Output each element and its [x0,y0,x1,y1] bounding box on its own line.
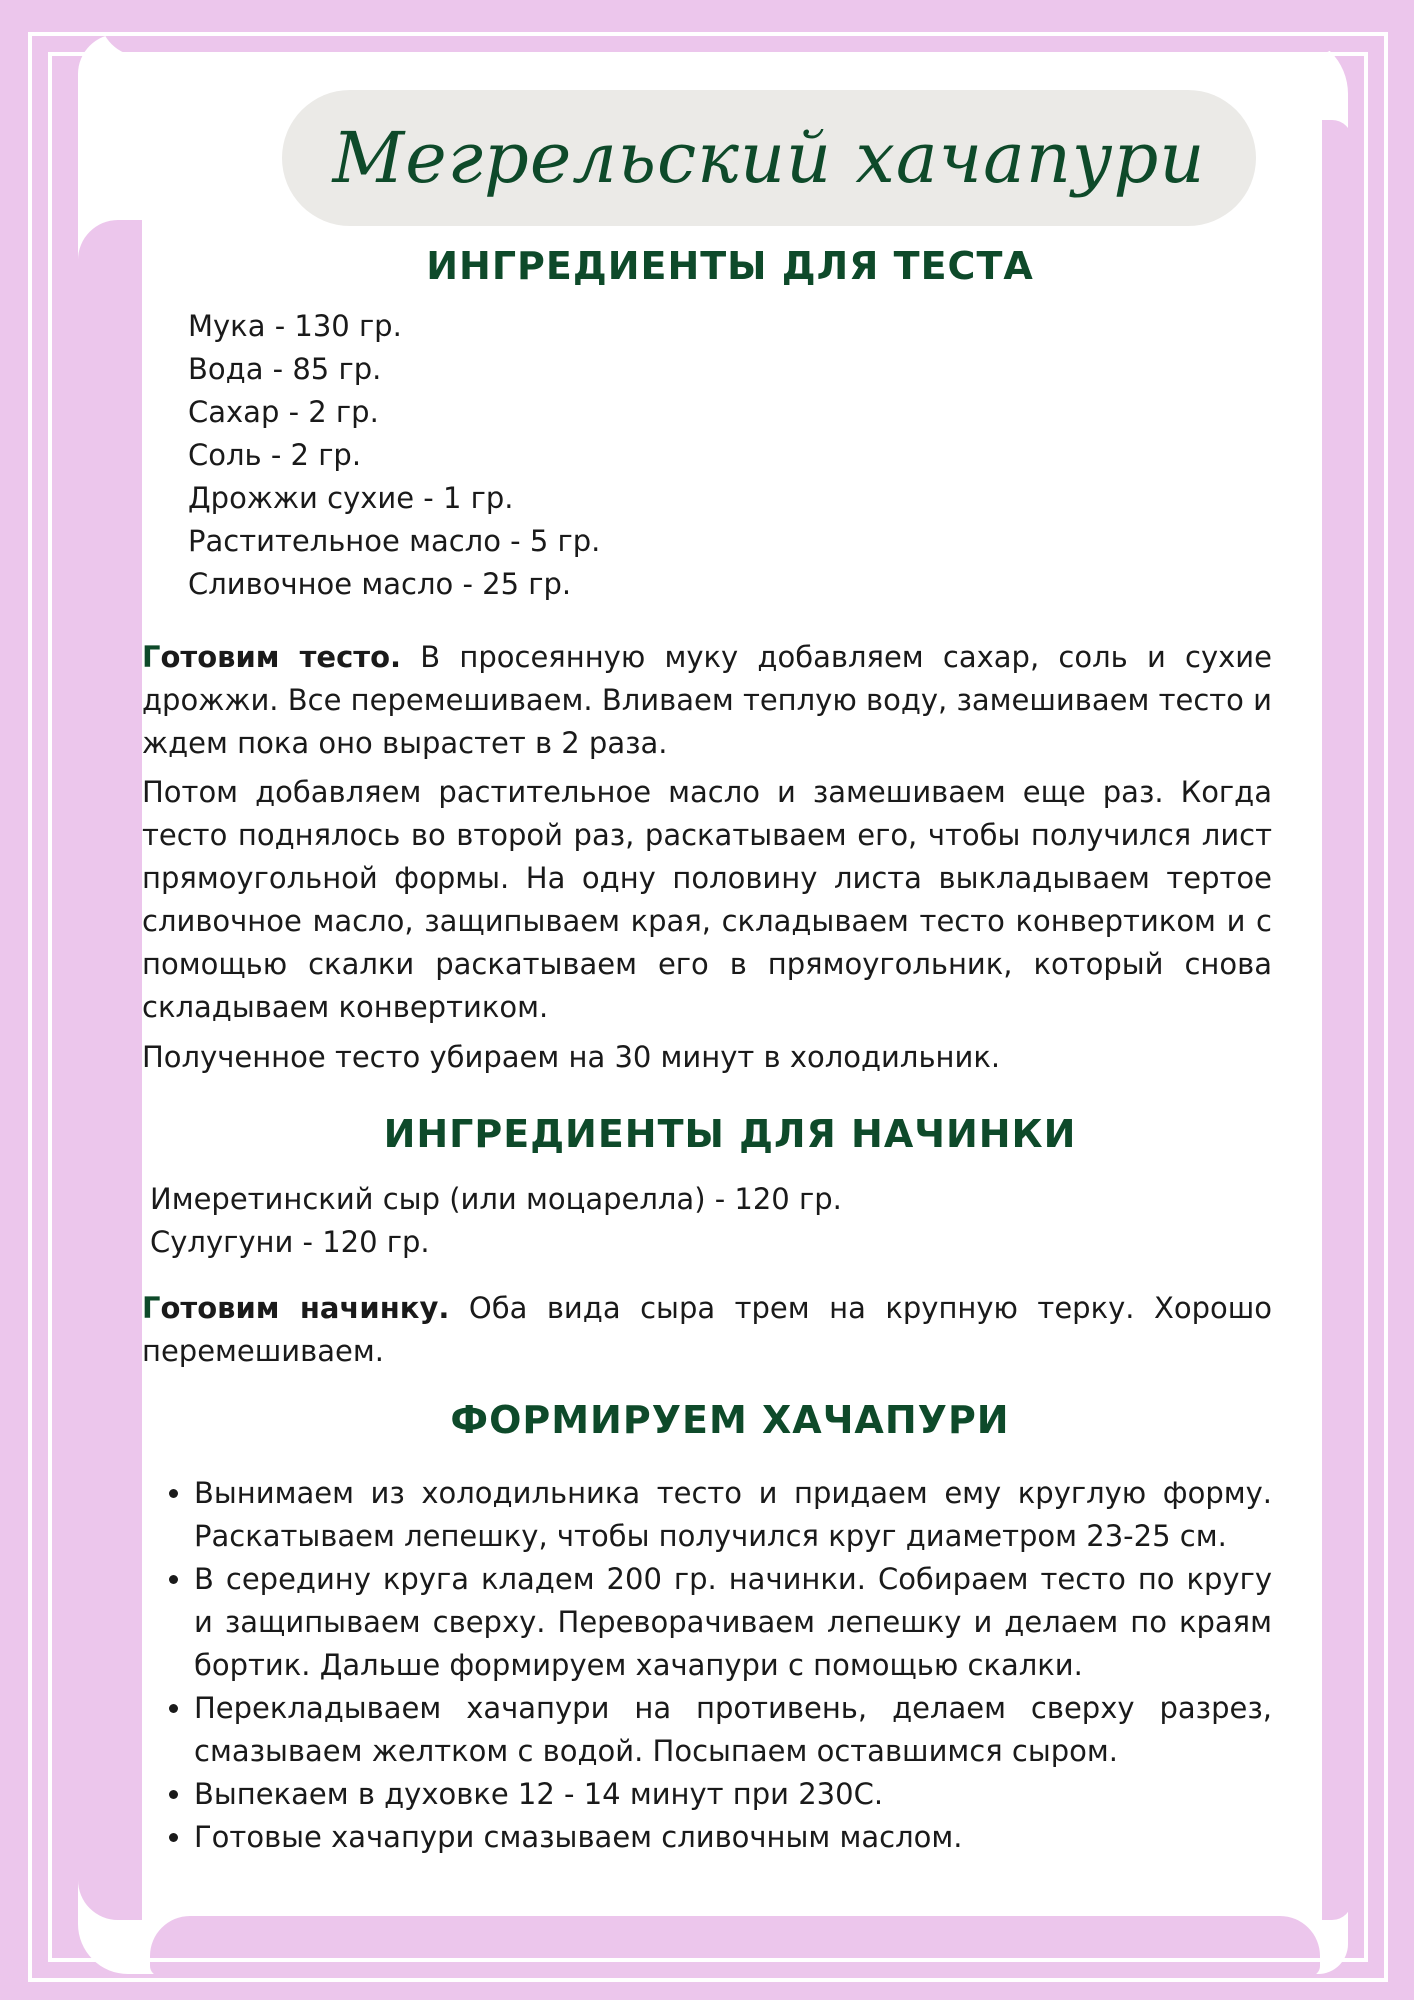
list-item: Сливочное масло - 25 гр. [188,567,572,601]
decor-top-band [100,0,1350,56]
decor-bottom-band [150,1916,1320,1976]
dough-paragraph-1 [142,636,1272,765]
list-item: • Выпекаем в духовке 12 - 14 минут при 230С. [194,1773,1272,1816]
forming-heading: ФОРМИРУЕМ ХАЧАПУРИ [450,1398,1010,1442]
dough-text: В просеянную муку добавляем сахар, соль и сухие дрожжи. Все перемешиваем. Вливаем теплую воду, замешиваем тесто и ждем пока оно вырастет в 2 раза. [142,640,1272,760]
filling-ingredients-list [150,1178,842,1264]
list-item: Имеретинский сыр (или моцарелла) - 120 гр. [150,1182,842,1216]
list-item: Вода - 85 гр. [188,352,382,386]
filling-text: Оба вида сыра трем на крупную терку. Хорошо перемешиваем. [142,1291,1273,1368]
list-item: Сулугуни - 120 гр. [150,1225,430,1259]
forming-steps-list [142,1472,1272,1859]
list-item: Растительное масло - 5 гр. [188,524,601,558]
page-title: Мегрельский хачапури [332,117,1206,199]
list-item: Дрожжи сухие - 1 гр. [188,481,514,515]
dough-paragraph-3: Полученное тесто убираем на 30 минут в холодильник. [142,1040,1001,1074]
dough-heading: ИНГРЕДИЕНТЫ ДЛЯ ТЕСТА [426,244,1034,288]
dough-paragraph-2: Потом добавляем растительное масло и замешиваем еще раз. Когда тесто поднялось во второй раз, раскатываем его, чтобы получился лист прямоугольной формы. На одну половину листа выкладываем тертое сливочное масло, защипываем края, складываем тесто конвертиком и с помощью скалки раскатываем его в прямоугольник, который снова складываем конвертиком. [142,775,1272,1024]
filling-lead-initial: Г [142,1291,161,1325]
decor-right-band [1322,120,1352,1920]
filling-heading: ИНГРЕДИЕНТЫ ДЛЯ НАЧИНКИ [383,1112,1077,1156]
decor-left-band [78,220,142,1920]
list-item: • Готовые хачапури смазываем сливочным маслом. [194,1816,1272,1859]
list-item: • В середину круга кладем 200 гр. начинки. Собираем тесто по кругу и защипываем сверху. Переворачиваем лепешку и делаем по краям бортик. Дальше формируем хачапури с помощью скалки. [194,1558,1272,1687]
list-item: Сахар - 2 гр. [188,395,379,429]
dough-lead: отовим тесто. [160,640,402,674]
dough-lead-initial: Г [142,640,161,674]
list-item: • Перекладываем хачапури на противень, делаем сверху разрез, смазываем желтком с водой. Посыпаем оставшимся сыром. [194,1687,1272,1773]
title-banner [282,90,1256,226]
filling-lead: отовим начинку. [160,1291,450,1325]
list-item: Соль - 2 гр. [188,438,362,472]
list-item: Мука - 130 гр. [188,309,402,343]
list-item: • Вынимаем из холодильника тесто и придаем ему круглую форму. Раскатываем лепешку, чтобы получился круг диаметром 23-25 см. [194,1472,1272,1558]
dough-ingredients-list [188,305,600,606]
filling-paragraph [142,1287,1272,1373]
